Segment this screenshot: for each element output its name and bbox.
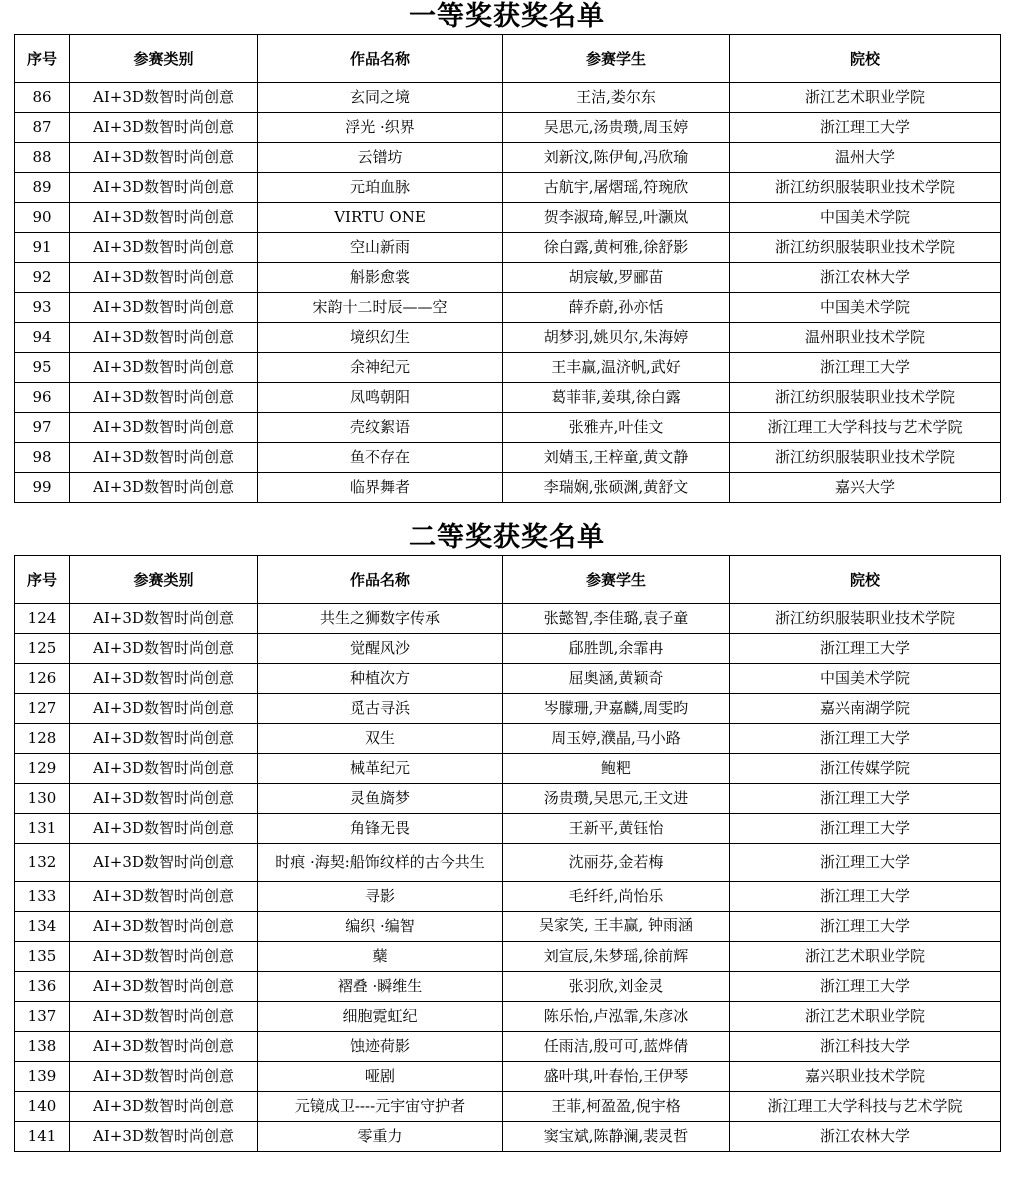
cell-work-title: 蘖 [258, 942, 503, 972]
cell-index: 131 [15, 814, 70, 844]
cell-students: 胡梦羽,姚贝尔,朱海婷 [503, 323, 730, 353]
cell-category: AI+3D数智时尚创意 [70, 83, 258, 113]
cell-category: AI+3D数智时尚创意 [70, 784, 258, 814]
cell-category: AI+3D数智时尚创意 [70, 473, 258, 503]
table-row [15, 1032, 1001, 1062]
cell-index: 138 [15, 1032, 70, 1062]
cell-students: 王洁,娄尔东 [503, 83, 730, 113]
cell-school: 浙江传媒学院 [730, 754, 1001, 784]
cell-school: 中国美术学院 [730, 664, 1001, 694]
second-prize-rows [15, 604, 1001, 1152]
cell-students: 刘宣辰,朱梦瑶,徐前辉 [503, 942, 730, 972]
header-index: 序号 [15, 35, 70, 83]
cell-index: 90 [15, 203, 70, 233]
table-row [15, 664, 1001, 694]
cell-category: AI+3D数智时尚创意 [70, 844, 258, 882]
cell-school: 浙江科技大学 [730, 1032, 1001, 1062]
cell-school: 浙江纺织服装职业技术学院 [730, 604, 1001, 634]
cell-work-title: 褶叠 ·瞬维生 [258, 972, 503, 1002]
cell-work-title: 境织幻生 [258, 323, 503, 353]
cell-index: 99 [15, 473, 70, 503]
cell-category: AI+3D数智时尚创意 [70, 323, 258, 353]
cell-school: 浙江纺织服装职业技术学院 [730, 173, 1001, 203]
header-index: 序号 [15, 556, 70, 604]
second-prize-table [14, 555, 1001, 1152]
cell-students: 窦宝斌,陈静澜,裴灵哲 [503, 1122, 730, 1152]
table-row [15, 1122, 1001, 1152]
cell-students: 盛叶琪,叶春怡,王伊琴 [503, 1062, 730, 1092]
cell-category: AI+3D数智时尚创意 [70, 912, 258, 942]
cell-category: AI+3D数智时尚创意 [70, 664, 258, 694]
cell-work-title: 时痕 ·海契:船饰纹样的古今共生 [258, 844, 503, 882]
cell-school: 浙江理工大学 [730, 972, 1001, 1002]
cell-category: AI+3D数智时尚创意 [70, 173, 258, 203]
cell-category: AI+3D数智时尚创意 [70, 604, 258, 634]
cell-students: 古航宇,屠熠瑶,符琬欣 [503, 173, 730, 203]
cell-students: 张雅卉,叶佳文 [503, 413, 730, 443]
cell-work-title: 蚀迹荷影 [258, 1032, 503, 1062]
cell-students: 屈奥涵,黄颖奇 [503, 664, 730, 694]
cell-index: 132 [15, 844, 70, 882]
cell-students: 毛纤纤,尚怡乐 [503, 882, 730, 912]
cell-index: 91 [15, 233, 70, 263]
header-students: 参赛学生 [503, 556, 730, 604]
table-row [15, 754, 1001, 784]
cell-school: 浙江理工大学 [730, 724, 1001, 754]
cell-index: 137 [15, 1002, 70, 1032]
cell-category: AI+3D数智时尚创意 [70, 724, 258, 754]
cell-index: 94 [15, 323, 70, 353]
cell-school: 浙江理工大学科技与艺术学院 [730, 413, 1001, 443]
cell-school: 浙江农林大学 [730, 263, 1001, 293]
cell-category: AI+3D数智时尚创意 [70, 143, 258, 173]
table-row [15, 293, 1001, 323]
cell-index: 141 [15, 1122, 70, 1152]
first-prize-rows [15, 83, 1001, 503]
cell-work-title: 角锋无畏 [258, 814, 503, 844]
cell-students: 张羽欣,刘金灵 [503, 972, 730, 1002]
table-row [15, 233, 1001, 263]
cell-school: 嘉兴南湖学院 [730, 694, 1001, 724]
cell-work-title: 玄同之境 [258, 83, 503, 113]
cell-work-title: 觅古寻浜 [258, 694, 503, 724]
table-row [15, 323, 1001, 353]
table-row [15, 113, 1001, 143]
table-row [15, 203, 1001, 233]
cell-school: 浙江纺织服装职业技术学院 [730, 383, 1001, 413]
cell-index: 97 [15, 413, 70, 443]
cell-index: 86 [15, 83, 70, 113]
table-row [15, 604, 1001, 634]
cell-school: 温州职业技术学院 [730, 323, 1001, 353]
table-row [15, 473, 1001, 503]
cell-students: 周玉婷,濮晶,马小路 [503, 724, 730, 754]
cell-index: 135 [15, 942, 70, 972]
cell-index: 95 [15, 353, 70, 383]
cell-category: AI+3D数智时尚创意 [70, 293, 258, 323]
cell-work-title: VIRTU ONE [258, 203, 503, 233]
cell-index: 126 [15, 664, 70, 694]
cell-index: 130 [15, 784, 70, 814]
cell-school: 浙江理工大学 [730, 882, 1001, 912]
header-students: 参赛学生 [503, 35, 730, 83]
table-row [15, 634, 1001, 664]
cell-index: 89 [15, 173, 70, 203]
cell-school: 浙江理工大学 [730, 113, 1001, 143]
cell-category: AI+3D数智时尚创意 [70, 1122, 258, 1152]
clipped-students-text: 吴家笑, 王丰赢, 钟雨涵 [538, 915, 694, 934]
cell-school: 浙江艺术职业学院 [730, 83, 1001, 113]
cell-category: AI+3D数智时尚创意 [70, 972, 258, 1002]
cell-school: 浙江理工大学 [730, 814, 1001, 844]
cell-index: 128 [15, 724, 70, 754]
cell-index: 127 [15, 694, 70, 724]
table-row [15, 83, 1001, 113]
cell-category: AI+3D数智时尚创意 [70, 443, 258, 473]
cell-index: 88 [15, 143, 70, 173]
cell-school: 浙江理工大学 [730, 634, 1001, 664]
cell-work-title: 零重力 [258, 1122, 503, 1152]
cell-work-title: 凤鸣朝阳 [258, 383, 503, 413]
cell-index: 96 [15, 383, 70, 413]
cell-work-title: 云镨坊 [258, 143, 503, 173]
table-header-row [15, 556, 1001, 604]
cell-work-title: 临界舞者 [258, 473, 503, 503]
table-row [15, 1092, 1001, 1122]
table-row [15, 724, 1001, 754]
cell-students: 徐白露,黄柯雅,徐舒影 [503, 233, 730, 263]
table-header-row [15, 35, 1001, 83]
cell-category: AI+3D数智时尚创意 [70, 814, 258, 844]
cell-students [503, 912, 730, 942]
table-row [15, 972, 1001, 1002]
cell-school: 浙江艺术职业学院 [730, 1002, 1001, 1032]
cell-school: 中国美术学院 [730, 293, 1001, 323]
cell-students: 吴思元,汤贵瓒,周玉婷 [503, 113, 730, 143]
cell-category: AI+3D数智时尚创意 [70, 383, 258, 413]
cell-work-title: 空山新雨 [258, 233, 503, 263]
table-row [15, 784, 1001, 814]
cell-students: 任雨洁,殷可可,蓝烨倩 [503, 1032, 730, 1062]
cell-index: 139 [15, 1062, 70, 1092]
cell-work-title: 元镜成卫----元宇宙守护者 [258, 1092, 503, 1122]
cell-students: 郈胜凯,余霏冉 [503, 634, 730, 664]
cell-index: 92 [15, 263, 70, 293]
cell-work-title: 觉醒风沙 [258, 634, 503, 664]
cell-school: 浙江理工大学 [730, 912, 1001, 942]
cell-work-title: 双生 [258, 724, 503, 754]
cell-category: AI+3D数智时尚创意 [70, 754, 258, 784]
cell-students: 汤贵瓒,吴思元,王文进 [503, 784, 730, 814]
cell-school: 浙江纺织服装职业技术学院 [730, 443, 1001, 473]
header-work-title: 作品名称 [258, 35, 503, 83]
cell-work-title: 细胞霓虹纪 [258, 1002, 503, 1032]
cell-school: 中国美术学院 [730, 203, 1001, 233]
cell-students: 贺李淑琦,解昱,叶灏岚 [503, 203, 730, 233]
table-row [15, 694, 1001, 724]
cell-work-title: 共生之狮数字传承 [258, 604, 503, 634]
table-row [15, 353, 1001, 383]
cell-students: 岑朦珊,尹嘉麟,周雯昀 [503, 694, 730, 724]
table-row [15, 942, 1001, 972]
cell-work-title: 宋韵十二时辰——空 [258, 293, 503, 323]
cell-category: AI+3D数智时尚创意 [70, 263, 258, 293]
cell-work-title: 余神纪元 [258, 353, 503, 383]
cell-category: AI+3D数智时尚创意 [70, 1002, 258, 1032]
cell-school: 浙江理工大学 [730, 353, 1001, 383]
cell-category: AI+3D数智时尚创意 [70, 882, 258, 912]
table-row [15, 383, 1001, 413]
cell-category: AI+3D数智时尚创意 [70, 1062, 258, 1092]
cell-index: 134 [15, 912, 70, 942]
cell-index: 140 [15, 1092, 70, 1122]
cell-category: AI+3D数智时尚创意 [70, 233, 258, 263]
cell-students: 王菲,柯盈盈,倪宇格 [503, 1092, 730, 1122]
cell-students: 王新平,黄钰怡 [503, 814, 730, 844]
cell-work-title: 哑剧 [258, 1062, 503, 1092]
table-row [15, 263, 1001, 293]
cell-students: 刘新汶,陈伊甸,冯欣瑜 [503, 143, 730, 173]
cell-students: 张懿智,李佳璐,袁子童 [503, 604, 730, 634]
cell-index: 129 [15, 754, 70, 784]
cell-work-title: 种植次方 [258, 664, 503, 694]
cell-work-title: 寻影 [258, 882, 503, 912]
cell-work-title: 元珀血脉 [258, 173, 503, 203]
cell-category: AI+3D数智时尚创意 [70, 1032, 258, 1062]
cell-work-title: 鱼不存在 [258, 443, 503, 473]
cell-students: 葛菲菲,姜琪,徐白露 [503, 383, 730, 413]
cell-index: 125 [15, 634, 70, 664]
cell-category: AI+3D数智时尚创意 [70, 413, 258, 443]
table-row [15, 1062, 1001, 1092]
cell-work-title: 械革纪元 [258, 754, 503, 784]
first-prize-title: 一等奖获奖名单 [409, 1, 605, 32]
cell-students: 李瑞娴,张硕渊,黄舒文 [503, 473, 730, 503]
cell-category: AI+3D数智时尚创意 [70, 203, 258, 233]
table-row [15, 1002, 1001, 1032]
cell-school: 浙江理工大学 [730, 844, 1001, 882]
table-row [15, 882, 1001, 912]
table-row [15, 814, 1001, 844]
cell-work-title: 灵鱼旖梦 [258, 784, 503, 814]
cell-category: AI+3D数智时尚创意 [70, 634, 258, 664]
cell-index: 87 [15, 113, 70, 143]
table-row [15, 912, 1001, 942]
cell-school: 浙江纺织服装职业技术学院 [730, 233, 1001, 263]
first-prize-table [14, 34, 1001, 503]
cell-school: 嘉兴大学 [730, 473, 1001, 503]
cell-school: 浙江理工大学 [730, 784, 1001, 814]
table-row [15, 413, 1001, 443]
cell-students: 薛乔蔚,孙亦恬 [503, 293, 730, 323]
header-category: 参赛类别 [70, 35, 258, 83]
cell-index: 133 [15, 882, 70, 912]
header-category: 参赛类别 [70, 556, 258, 604]
cell-work-title: 编织 ·编智 [258, 912, 503, 942]
cell-students: 沈丽芬,金若梅 [503, 844, 730, 882]
cell-students: 胡宸敏,罗郦苗 [503, 263, 730, 293]
cell-category: AI+3D数智时尚创意 [70, 694, 258, 724]
cell-students: 刘婧玉,王梓童,黄文静 [503, 443, 730, 473]
cell-category: AI+3D数智时尚创意 [70, 113, 258, 143]
header-school: 院校 [730, 556, 1001, 604]
cell-school: 温州大学 [730, 143, 1001, 173]
table-row [15, 443, 1001, 473]
cell-school: 浙江农林大学 [730, 1122, 1001, 1152]
cell-index: 93 [15, 293, 70, 323]
cell-category: AI+3D数智时尚创意 [70, 1092, 258, 1122]
table-row [15, 844, 1001, 882]
second-prize-title: 二等奖获奖名单 [409, 522, 605, 553]
header-work-title: 作品名称 [258, 556, 503, 604]
cell-work-title: 浮光 ·织界 [258, 113, 503, 143]
header-school: 院校 [730, 35, 1001, 83]
cell-students: 陈乐怡,卢泓霏,朱彦冰 [503, 1002, 730, 1032]
cell-students: 王丰赢,温济帆,武好 [503, 353, 730, 383]
cell-school: 浙江理工大学科技与艺术学院 [730, 1092, 1001, 1122]
cell-work-title: 斛影愈裳 [258, 263, 503, 293]
cell-index: 136 [15, 972, 70, 1002]
cell-category: AI+3D数智时尚创意 [70, 942, 258, 972]
cell-work-title: 壳纹絮语 [258, 413, 503, 443]
cell-school: 浙江艺术职业学院 [730, 942, 1001, 972]
cell-school: 嘉兴职业技术学院 [730, 1062, 1001, 1092]
table-row [15, 173, 1001, 203]
cell-index: 98 [15, 443, 70, 473]
cell-students: 鲍粑 [503, 754, 730, 784]
table-row [15, 143, 1001, 173]
cell-category: AI+3D数智时尚创意 [70, 353, 258, 383]
cell-index: 124 [15, 604, 70, 634]
